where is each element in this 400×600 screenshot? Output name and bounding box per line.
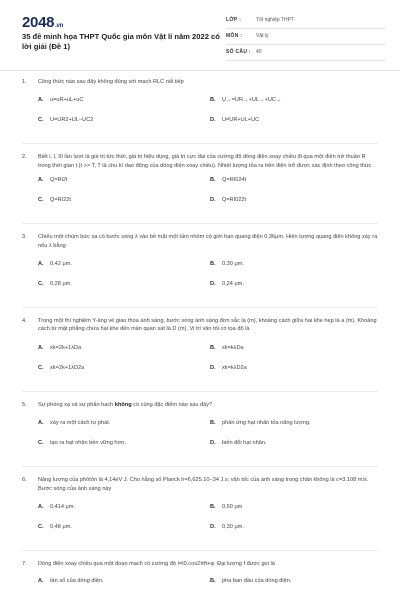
answer-options <box>38 578 378 594</box>
answer-option-b[interactable] <box>210 345 244 351</box>
question-text: Chiếu một chùm bức xạ có bước sóng λ vào bề mặt một tấm nhôm có giới hạn quang điện 0,36μm. Hiện tượng quang điện không xảy ra nếu λ bằng <box>38 234 378 249</box>
option-letter: C. <box>38 440 44 447</box>
question-divider <box>22 391 378 392</box>
answer-option-b[interactable] <box>210 504 242 510</box>
question-text: Năng lượng của phôtôn là 4,14eV J. Cho hằng số Planck h=6,625.10−34 J.s; vận tốc của ánh sáng trong chân không là c=3.108 m/s. Bước sóng của ánh sáng này <box>38 477 369 492</box>
option-letter: B. <box>210 504 216 511</box>
question-divider <box>22 223 378 224</box>
question-number: 3. <box>22 234 27 241</box>
question-3 <box>0 233 400 308</box>
question-stem <box>22 233 378 250</box>
option-text: Q=RI022t <box>222 197 247 204</box>
option-text: U=UR2+UL−UC2 <box>50 117 94 124</box>
option-text: 0,28 μm. <box>50 281 72 288</box>
question-divider <box>22 143 378 144</box>
answer-options <box>38 97 378 124</box>
question-number: 7. <box>22 561 27 568</box>
option-letter: B. <box>210 344 216 351</box>
meta-value: Vật lý <box>256 33 269 39</box>
option-text: 0,30 μm. <box>222 524 244 531</box>
option-text: u=uR+uL+uC <box>50 97 84 104</box>
answer-options <box>38 177 378 204</box>
question-text: Sự phóng xạ và sự phân hạch <box>38 401 115 408</box>
answer-options <box>38 420 378 447</box>
question-4 <box>0 317 400 392</box>
question-text: Công thức nào sau đây không đúng với mạch RLC nối tiếp <box>38 79 184 85</box>
meta-label: LỚP : <box>226 17 242 23</box>
answer-option-c[interactable] <box>38 365 84 371</box>
meta-value: Tốt nghiệp THPT <box>256 17 294 23</box>
option-letter: D. <box>210 364 216 371</box>
option-letter: B. <box>210 177 216 184</box>
option-text: xk=2k+1λDa <box>50 344 82 351</box>
option-letter: C. <box>38 364 44 371</box>
answer-option-d[interactable] <box>210 281 244 287</box>
question-divider <box>22 550 378 551</box>
meta-row-subject <box>226 30 386 45</box>
answer-option-c[interactable] <box>38 524 72 530</box>
document-meta <box>226 14 386 62</box>
question-stem <box>22 317 378 334</box>
answer-option-b[interactable] <box>210 97 282 103</box>
answer-option-a[interactable] <box>38 578 104 584</box>
option-letter: D. <box>210 440 216 447</box>
option-text: tần số của dòng điện. <box>50 578 104 585</box>
option-text: xk=kλDa <box>222 344 244 351</box>
question-2 <box>0 153 400 224</box>
answer-option-b[interactable] <box>210 261 244 267</box>
meta-label: MÔN : <box>226 33 243 39</box>
question-1 <box>0 78 400 144</box>
option-text: phản ứng hạt nhân tỏa năng lượng. <box>222 420 311 427</box>
answer-option-a[interactable] <box>38 97 83 103</box>
question-stem <box>22 78 378 86</box>
question-text-end: có cùng đặc điểm nào sau đây? <box>131 401 213 408</box>
document-title: 35 đề minh họa THPT Quốc gia môn Vật lí năm 2022 có lời giải (Đề 1) <box>22 32 220 51</box>
option-text: U=UR+UL+UC <box>222 117 260 124</box>
option-text: pha ban đầu của dòng điện. <box>222 578 292 585</box>
option-letter: A. <box>38 344 44 351</box>
meta-row-class <box>226 14 386 29</box>
question-number: 6. <box>22 477 27 484</box>
question-divider <box>22 466 378 467</box>
option-letter: A. <box>38 578 44 585</box>
option-text: Q=Ri2t <box>50 177 68 184</box>
option-letter: A. <box>38 420 44 427</box>
option-text: biến đổi hạt nhân. <box>222 440 267 447</box>
answer-options <box>38 261 378 288</box>
question-text: Trong một thí nghiệm Y-âng về giao thoa ánh sáng, bước sóng ánh sáng đơn sắc là (m), khoảng cách giữa hai khe hẹp là a (m). Khoảng cách từ mặt phẳng chứa hai khe đến màn quan sát là D (m). Vị trí vân tối có tọa độ là <box>38 318 377 333</box>
option-letter: D. <box>210 524 216 531</box>
option-letter: C. <box>38 281 44 288</box>
question-text: Biết i, I, I0 lần lượt là giá trị tức thời, giá trị hiệu dụng, giá trị cực đại của cường độ dòng điện xoay chiều đi qua một điện trở thuần R trong thời gian t (t >> T, T là chu kì dao động của dòng điện xoay chiều). Nhiệt lượng tỏa ra trên điện trở được xác định theo công thức <box>38 154 372 169</box>
option-letter: B. <box>210 420 216 427</box>
option-text: xk=2k+1λD2a <box>50 364 85 371</box>
option-letter: A. <box>38 261 44 268</box>
answer-option-a[interactable] <box>38 420 110 426</box>
option-text: 0,60 μm <box>222 504 243 511</box>
answer-option-d[interactable] <box>210 117 259 123</box>
answer-option-c[interactable] <box>38 197 71 203</box>
answer-options <box>38 504 378 531</box>
question-number: 4. <box>22 318 27 325</box>
question-divider <box>22 307 378 308</box>
answer-option-d[interactable] <box>210 440 266 446</box>
option-text: Q=RI024t <box>222 177 247 184</box>
option-letter: B. <box>210 578 216 585</box>
option-text: xk=kλD2a <box>222 364 247 371</box>
question-5 <box>0 401 400 467</box>
option-text: tạo ra hạt nhân bền vững hơn. <box>50 440 126 447</box>
option-letter: D. <box>210 117 216 124</box>
logo-suffix: .vn <box>55 23 63 29</box>
header-divider <box>0 70 400 71</box>
option-letter: A. <box>38 177 44 184</box>
option-letter: C. <box>38 197 44 204</box>
option-letter: C. <box>38 524 44 531</box>
question-number: 5. <box>22 401 27 408</box>
option-letter: C. <box>38 117 44 124</box>
question-stem <box>22 560 378 568</box>
option-letter: B. <box>210 97 216 104</box>
answer-option-c[interactable] <box>38 117 93 123</box>
answer-option-b[interactable] <box>210 578 291 584</box>
question-stem <box>22 401 378 409</box>
question-stem <box>22 153 378 170</box>
answer-option-b[interactable] <box>210 177 246 183</box>
logo-text: 2048 <box>22 14 55 31</box>
answer-option-b[interactable] <box>210 420 311 426</box>
question-keyword: không <box>114 401 132 408</box>
option-text: 0,24 μm. <box>222 281 244 288</box>
option-letter: A. <box>38 504 44 511</box>
answer-options <box>38 344 378 371</box>
question-text: Dòng điện xoay chiều qua một đoạn mạch có cường độ i=I0.cos2πft+φ. Đại lượng f được gọi là <box>38 561 275 568</box>
option-text: 0,30 μm. <box>222 261 244 268</box>
question-number: 2. <box>22 154 27 161</box>
page-header <box>0 0 400 64</box>
option-text: 0,42 μm. <box>50 261 72 268</box>
option-text: 0,48 μm. <box>50 524 72 531</box>
meta-value: 40 <box>256 49 262 55</box>
option-letter: D. <box>210 281 216 288</box>
meta-row-count <box>226 46 386 61</box>
option-text: Q=RI22t <box>50 197 71 204</box>
answer-option-a[interactable] <box>38 504 75 510</box>
answer-option-a[interactable] <box>38 261 72 267</box>
answer-option-d[interactable] <box>210 524 244 530</box>
meta-label: SỐ CÂU : <box>226 49 251 55</box>
answer-option-a[interactable] <box>38 345 81 351</box>
question-6 <box>0 476 400 551</box>
question-list <box>0 78 400 594</box>
answer-option-c[interactable] <box>38 440 126 446</box>
option-letter: B. <box>210 261 216 268</box>
answer-option-d[interactable] <box>210 365 247 371</box>
option-letter: D. <box>210 197 216 204</box>
option-text: 0,414 μm. <box>50 504 75 511</box>
site-logo[interactable] <box>22 14 63 31</box>
question-number: 1. <box>22 79 27 85</box>
question-7 <box>0 560 400 594</box>
answer-option-d[interactable] <box>210 197 246 203</box>
answer-option-c[interactable] <box>38 281 72 287</box>
answer-option-a[interactable] <box>38 177 68 183</box>
question-stem <box>22 476 378 493</box>
option-text: U→=UR→+UL→+UC→ <box>222 97 282 104</box>
option-text: xảy ra một cách tự phát. <box>50 420 111 427</box>
option-letter: A. <box>38 97 44 104</box>
